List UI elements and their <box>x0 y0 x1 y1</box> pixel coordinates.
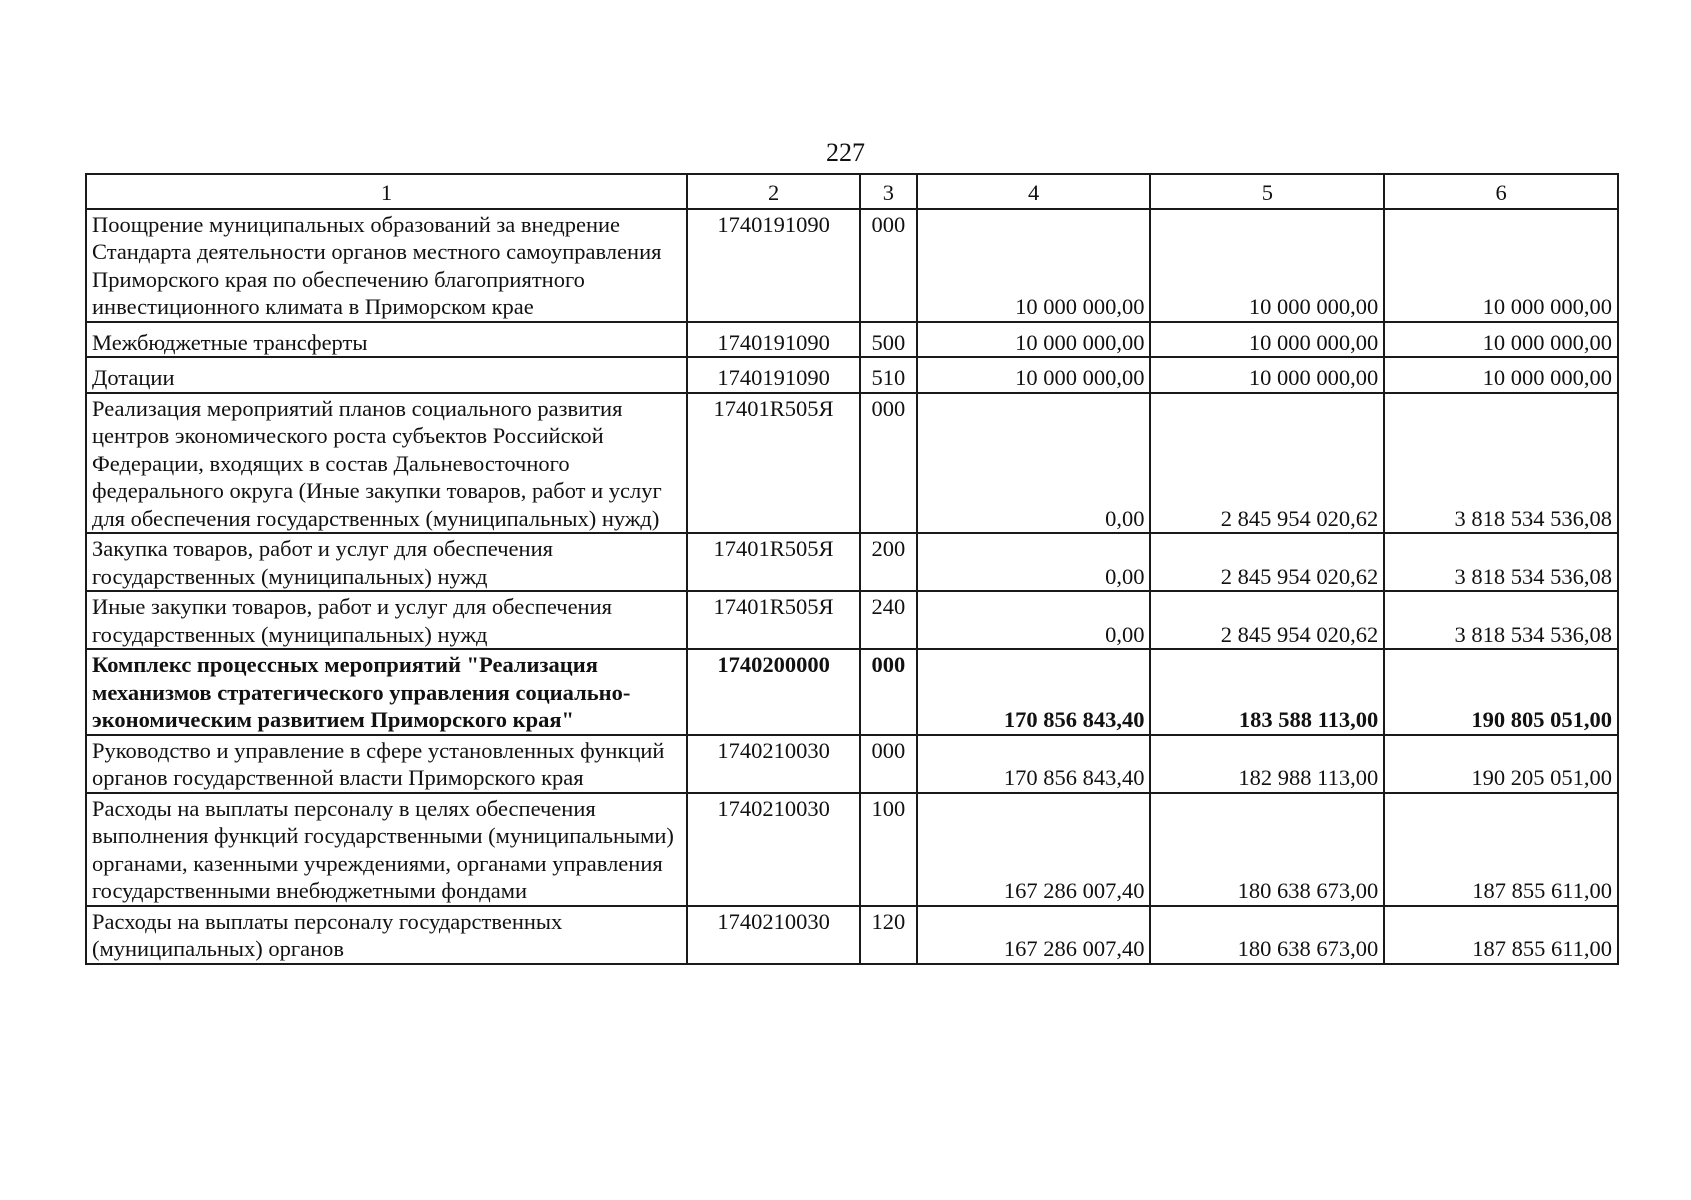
table-row <box>86 322 1618 358</box>
row-amount-col6: 3 818 534 536,08 <box>1384 591 1618 649</box>
row-amount-col6: 10 000 000,00 <box>1384 209 1618 322</box>
row-expense-type: 000 <box>860 649 917 735</box>
row-target-code: 1740191090 <box>687 357 860 393</box>
budget-table <box>85 173 1619 965</box>
column-header-2: 2 <box>687 174 860 209</box>
row-amount-col5: 2 845 954 020,62 <box>1150 533 1384 591</box>
table-row <box>86 357 1618 393</box>
row-expense-type: 510 <box>860 357 917 393</box>
row-expense-type: 120 <box>860 906 917 964</box>
row-amount-col6: 3 818 534 536,08 <box>1384 533 1618 591</box>
row-amount-col6: 187 855 611,00 <box>1384 793 1618 906</box>
column-header-4: 4 <box>917 174 1151 209</box>
row-name: Расходы на выплаты персоналу государственных (муниципальных) органов <box>86 906 687 964</box>
row-expense-type: 200 <box>860 533 917 591</box>
table-row <box>86 591 1618 649</box>
row-amount-col5: 182 988 113,00 <box>1150 735 1384 793</box>
row-target-code: 17401R505Я <box>687 393 860 534</box>
row-name: Поощрение муниципальных образований за внедрение Стандарта деятельности органов местного самоуправления Приморского края по обеспечению благоприятного инвестиционного климата в Приморском крае <box>86 209 687 322</box>
row-amount-col4: 167 286 007,40 <box>917 793 1151 906</box>
row-target-code: 1740210030 <box>687 735 860 793</box>
row-amount-col6: 10 000 000,00 <box>1384 357 1618 393</box>
page-number: 227 <box>826 138 865 167</box>
row-amount-col5: 2 845 954 020,62 <box>1150 393 1384 534</box>
column-header-1: 1 <box>86 174 687 209</box>
row-amount-col4: 170 856 843,40 <box>917 649 1151 735</box>
row-target-code: 1740191090 <box>687 209 860 322</box>
row-amount-col5: 2 845 954 020,62 <box>1150 591 1384 649</box>
row-name: Реализация мероприятий планов социального развития центров экономического роста субъектов Российской Федерации, входящих в состав Дальневосточного федерального округа (Иные закупки товаров, работ и услуг для обеспечения государственных (муниципальных) нужд) <box>86 393 687 534</box>
row-amount-col5: 183 588 113,00 <box>1150 649 1384 735</box>
row-amount-col4: 10 000 000,00 <box>917 322 1151 358</box>
column-header-6: 6 <box>1384 174 1618 209</box>
row-amount-col5: 10 000 000,00 <box>1150 322 1384 358</box>
row-target-code: 1740191090 <box>687 322 860 358</box>
row-amount-col6: 190 805 051,00 <box>1384 649 1618 735</box>
row-name: Расходы на выплаты персоналу в целях обеспечения выполнения функций государственными (муниципальными) органами, казенными учреждениями, органами управления государственными внебюджетными фондами <box>86 793 687 906</box>
row-target-code: 1740210030 <box>687 906 860 964</box>
table-header-row <box>86 174 1618 209</box>
row-amount-col6: 190 205 051,00 <box>1384 735 1618 793</box>
row-amount-col4: 0,00 <box>917 591 1151 649</box>
table-row <box>86 533 1618 591</box>
row-name: Межбюджетные трансферты <box>86 322 687 358</box>
table-row <box>86 906 1618 964</box>
row-amount-col5: 10 000 000,00 <box>1150 209 1384 322</box>
row-amount-col5: 10 000 000,00 <box>1150 357 1384 393</box>
table-row <box>86 735 1618 793</box>
row-amount-col6: 10 000 000,00 <box>1384 322 1618 358</box>
row-name: Дотации <box>86 357 687 393</box>
row-amount-col6: 3 818 534 536,08 <box>1384 393 1618 534</box>
row-amount-col6: 187 855 611,00 <box>1384 906 1618 964</box>
row-target-code: 1740210030 <box>687 793 860 906</box>
row-amount-col4: 10 000 000,00 <box>917 209 1151 322</box>
row-expense-type: 500 <box>860 322 917 358</box>
row-target-code: 17401R505Я <box>687 533 860 591</box>
row-amount-col4: 170 856 843,40 <box>917 735 1151 793</box>
row-name: Комплекс процессных мероприятий "Реализация механизмов стратегического управления социально-экономическим развитием Приморского края" <box>86 649 687 735</box>
row-expense-type: 240 <box>860 591 917 649</box>
table-row <box>86 793 1618 906</box>
row-amount-col4: 10 000 000,00 <box>917 357 1151 393</box>
row-expense-type: 000 <box>860 393 917 534</box>
row-target-code: 17401R505Я <box>687 591 860 649</box>
row-name: Руководство и управление в сфере установленных функций органов государственной власти Приморского края <box>86 735 687 793</box>
table-row <box>86 209 1618 322</box>
row-amount-col5: 180 638 673,00 <box>1150 793 1384 906</box>
row-expense-type: 000 <box>860 209 917 322</box>
row-amount-col4: 0,00 <box>917 393 1151 534</box>
row-expense-type: 000 <box>860 735 917 793</box>
row-name: Закупка товаров, работ и услуг для обеспечения государственных (муниципальных) нужд <box>86 533 687 591</box>
table-row <box>86 649 1618 735</box>
row-name: Иные закупки товаров, работ и услуг для обеспечения государственных (муниципальных) нужд <box>86 591 687 649</box>
row-amount-col4: 0,00 <box>917 533 1151 591</box>
row-target-code: 1740200000 <box>687 649 860 735</box>
row-amount-col4: 167 286 007,40 <box>917 906 1151 964</box>
column-header-5: 5 <box>1150 174 1384 209</box>
row-amount-col5: 180 638 673,00 <box>1150 906 1384 964</box>
column-header-3: 3 <box>860 174 917 209</box>
table-row <box>86 393 1618 534</box>
row-expense-type: 100 <box>860 793 917 906</box>
